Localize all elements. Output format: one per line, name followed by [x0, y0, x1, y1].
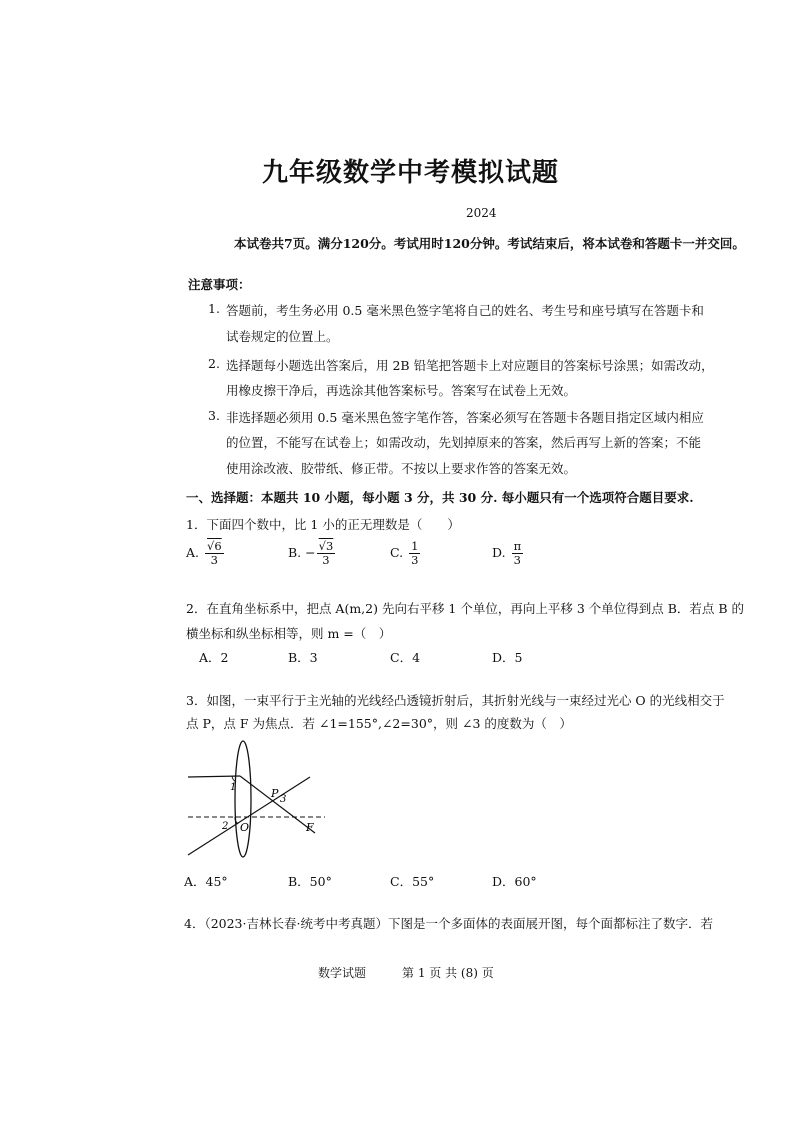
- point-o-label: O: [240, 821, 250, 834]
- point-p-label: P: [271, 787, 279, 800]
- notice-2-line-2: 用橡皮擦干净后，再选涂其他答案标号。答案写在试卷上无效。: [226, 383, 577, 398]
- notice-2-num: 2.: [208, 356, 220, 371]
- q1-option-a: A. $\frac{√6}{3}$: [186, 539, 222, 568]
- exam-title: 九年级数学中考模拟试题: [262, 158, 560, 188]
- footer-page-number: 第 1 页 共 (8) 页: [402, 966, 494, 980]
- q3-option-c: C．55°: [390, 874, 435, 889]
- notice-heading: 注意事项：: [188, 277, 251, 292]
- notice-3-num: 3.: [208, 408, 220, 423]
- angle-1-label: 1: [230, 782, 237, 793]
- q3-option-d: D．60°: [492, 874, 537, 889]
- notice-2-line-1: 选择题每小题选出答案后，用 2B 铅笔把答题卡上对应题目的答案标号涂黑；如需改动，: [226, 358, 714, 373]
- q3-option-b: B．50°: [288, 874, 332, 889]
- q2-stem-line-2: 横坐标和纵坐标相等，则 m =（ ）: [186, 626, 392, 641]
- q3-stem-line-1: 3．如图，一束平行于主光轴的光线经凸透镜折射后，其折射光线与一束经过光心 O 的光线相交于: [186, 693, 725, 708]
- q1-option-b: B. − $\frac{√3}{3}$: [288, 539, 334, 568]
- q4-stem: 4．（2023·吉林长春·统考中考真题）下图是一个多面体的表面展开图，每个面都标注了数字．若: [184, 916, 713, 931]
- q2-option-b: B．3: [288, 650, 318, 665]
- q2-option-c: C．4: [390, 650, 421, 665]
- notice-1-num: 1.: [208, 301, 220, 316]
- lens-figure: [180, 735, 360, 865]
- lens-shape: [235, 741, 251, 857]
- notice-1-line-2: 试卷规定的位置上。: [226, 329, 339, 344]
- angle-3-label: 3: [280, 794, 287, 805]
- q2-option-d: D．5: [492, 650, 523, 665]
- notice-1-line-1: 答题前，考生务必用 0.5 毫米黑色签字笔将自己的姓名、考生号和座号填写在答题卡和: [226, 303, 704, 318]
- point-f-label: F: [306, 821, 314, 834]
- q2-option-a: A．2: [199, 650, 229, 665]
- q1-option-d: D. $\frac{\pi}{3}$: [492, 539, 522, 568]
- notice-3-line-2: 的位置，不能写在试卷上；如需改动，先划掉原来的答案，然后再写上新的答案；不能: [226, 435, 702, 450]
- q1-option-c: C. $\frac{1}{3}$: [390, 539, 419, 568]
- section-1-heading: 一、选择题：本题共 10 小题，每小题 3 分，共 30 分. 每小题只有一个选项符合题目要求.: [186, 490, 694, 505]
- angle-2-label: 2: [222, 821, 229, 832]
- q3-stem-line-2: 点 P，点 F 为焦点．若 ∠1=155°,∠2=30°，则 ∠3 的度数为（ ）: [186, 716, 572, 731]
- exam-intro: 本试卷共7页。满分120分。考试用时120分钟。考试结束后，将本试卷和答题卡一并交回。: [234, 236, 745, 251]
- q2-stem-line-1: 2．在直角坐标系中，把点 A(m,2) 先向右平移 1 个单位，再向上平移 3 个单位得到点 B．若点 B 的: [186, 601, 745, 616]
- notice-3-line-1: 非选择题必须用 0.5 毫米黑色签字笔作答，答案必须写在答题卡各题目指定区域内相应: [226, 410, 704, 425]
- exam-year: 2024: [466, 206, 497, 220]
- notice-3-line-3: 使用涂改液、胶带纸、修正带。不按以上要求作答的答案无效。: [226, 461, 577, 476]
- footer-subject: 数学试题: [318, 966, 367, 980]
- q3-option-a: A．45°: [184, 874, 228, 889]
- q1-stem: 1．下面四个数中，比 1 小的正无理数是（ ）: [186, 517, 460, 532]
